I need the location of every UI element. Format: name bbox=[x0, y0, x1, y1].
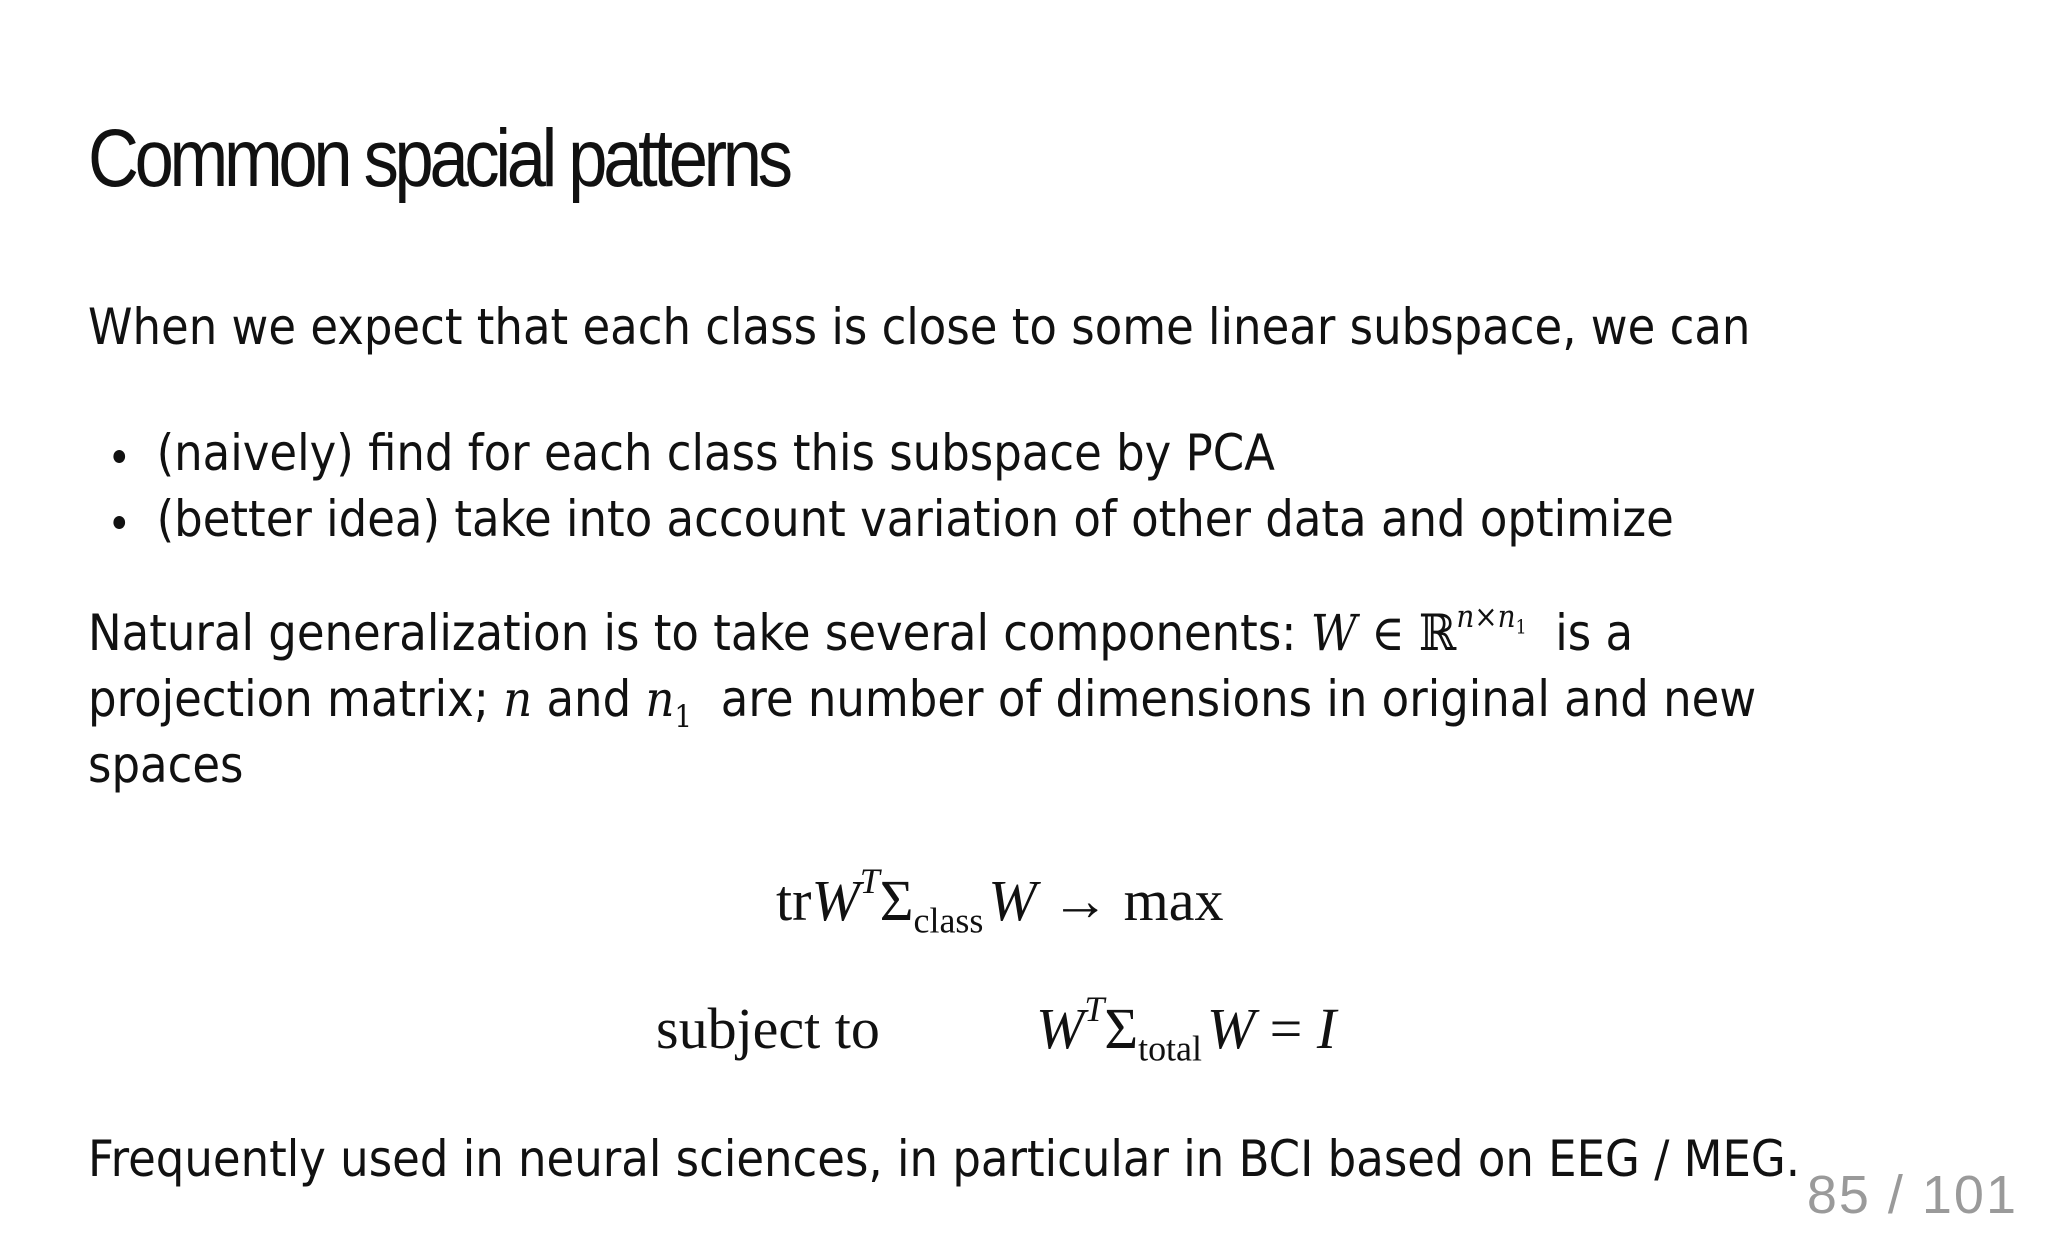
closing-paragraph: Frequently used in neural sciences, in particular in BCI based on EEG / MEG. bbox=[88, 1130, 1801, 1188]
eq2-W: W bbox=[1036, 996, 1085, 1061]
intro-paragraph: When we expect that each class is close to some linear subspace, we can bbox=[88, 298, 1751, 356]
eq1-max: max bbox=[1123, 868, 1224, 933]
eq1-arrow: → bbox=[1036, 868, 1124, 933]
eq2-identity: I bbox=[1316, 996, 1337, 1061]
generalization-is-a: is a bbox=[1526, 604, 1634, 662]
eq1-W2: W bbox=[988, 868, 1037, 933]
eq1-tr: tr bbox=[776, 868, 812, 933]
objective-equation bbox=[776, 861, 1224, 941]
bullet-icon bbox=[113, 516, 125, 529]
math-exponent bbox=[1456, 598, 1527, 639]
page-number: 85 / 101 bbox=[1806, 1165, 2018, 1225]
bullet-list bbox=[108, 420, 1674, 552]
eq1-transpose: T bbox=[859, 861, 880, 902]
generalization-line-2 bbox=[88, 666, 1757, 735]
math-W: W bbox=[1310, 604, 1357, 662]
list-item bbox=[108, 486, 1674, 552]
bullet-text: (better idea) take into account variation of other data and optimize bbox=[156, 490, 1674, 548]
eq2-W2: W bbox=[1206, 996, 1256, 1061]
eq2-transpose: T bbox=[1084, 989, 1105, 1030]
list-item bbox=[108, 420, 1674, 486]
constraint-label: subject to bbox=[656, 996, 880, 1061]
math-exponent-subscript: 1 bbox=[1515, 615, 1527, 639]
generalization-and: and bbox=[532, 670, 646, 728]
slide-title: Common spacial patterns bbox=[88, 113, 789, 204]
generalization-paragraph bbox=[88, 600, 1756, 798]
math-n: n bbox=[503, 670, 533, 728]
eq1-sigma: Σ bbox=[879, 868, 914, 933]
math-exponent-text: n×n bbox=[1456, 598, 1516, 635]
generalization-line2-end: are number of dimensions in original and new bbox=[692, 670, 1757, 728]
math-n1-subscript: 1 bbox=[674, 698, 693, 735]
constraint-equation bbox=[1036, 989, 1337, 1069]
eq1-class-subscript: class bbox=[913, 900, 984, 941]
bullet-icon bbox=[113, 450, 125, 463]
math-n1: n bbox=[645, 670, 675, 728]
eq2-equals: = bbox=[1255, 996, 1317, 1061]
eq2-sigma: Σ bbox=[1104, 996, 1139, 1061]
eq2-total-subscript: total bbox=[1138, 1028, 1202, 1069]
eq1-W: W bbox=[811, 868, 860, 933]
generalization-line-1 bbox=[88, 600, 1756, 666]
math-element-of: ∈ bbox=[1357, 604, 1419, 662]
generalization-line2-start: projection matrix; bbox=[88, 670, 504, 728]
bullet-text: (naively) find for each class this subspace by PCA bbox=[156, 424, 1275, 482]
generalization-line-3: spaces bbox=[88, 736, 244, 794]
generalization-text: Natural generalization is to take several components: bbox=[88, 604, 1311, 662]
math-reals: ℝ bbox=[1418, 604, 1457, 662]
